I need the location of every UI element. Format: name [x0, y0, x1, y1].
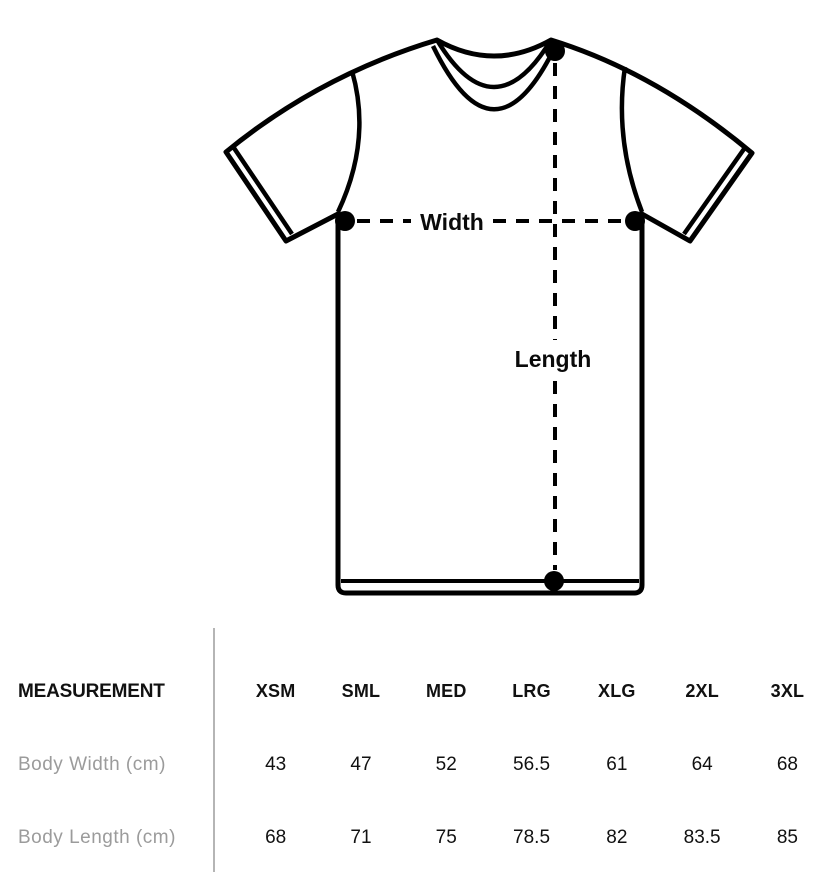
- body-width-med: 52: [435, 753, 457, 775]
- row-label-body-width: Body Width (cm): [18, 753, 166, 775]
- size-header-lrg: LRG: [512, 681, 551, 701]
- body-width-3xl: 68: [776, 753, 798, 775]
- body-width-sml: 47: [350, 753, 372, 775]
- size-header-xlg: XLG: [598, 681, 636, 701]
- size-header-med: MED: [425, 681, 467, 701]
- size-header-3xl: 3XL: [770, 681, 805, 701]
- width-label: Width: [420, 209, 484, 235]
- size-header-xsm: XSM: [255, 681, 296, 701]
- body-width-xsm: 43: [265, 753, 287, 775]
- right-armpit-measure-dot: [625, 211, 645, 231]
- hem-measure-dot: [544, 571, 564, 591]
- left-armpit-measure-dot: [335, 211, 355, 231]
- size-table: [0, 628, 813, 872]
- length-label: Length: [514, 346, 592, 372]
- body-length-med: 75: [435, 826, 457, 848]
- body-length-3xl: 85: [776, 826, 798, 848]
- shoulder-measure-dot: [545, 41, 565, 61]
- body-length-xsm: 68: [265, 826, 287, 848]
- size-table-header-row: [0, 655, 813, 728]
- table-row-body-width: [0, 728, 813, 801]
- table-row-body-length: [0, 801, 813, 872]
- body-width-lrg: 56.5: [513, 753, 551, 775]
- body-length-lrg: 78.5: [513, 826, 551, 848]
- row-label-body-length: Body Length (cm): [18, 826, 176, 848]
- body-width-xlg: 61: [606, 753, 628, 775]
- tshirt-outline: [226, 40, 752, 593]
- size-header-sml: SML: [341, 681, 381, 701]
- body-width-2xl: 64: [691, 753, 713, 775]
- body-length-xlg: 82: [606, 826, 628, 848]
- body-length-sml: 71: [350, 826, 372, 848]
- body-length-2xl: 83.5: [683, 826, 721, 848]
- size-header-2xl: 2XL: [685, 681, 719, 701]
- measurement-header: MEASUREMENT: [18, 680, 165, 702]
